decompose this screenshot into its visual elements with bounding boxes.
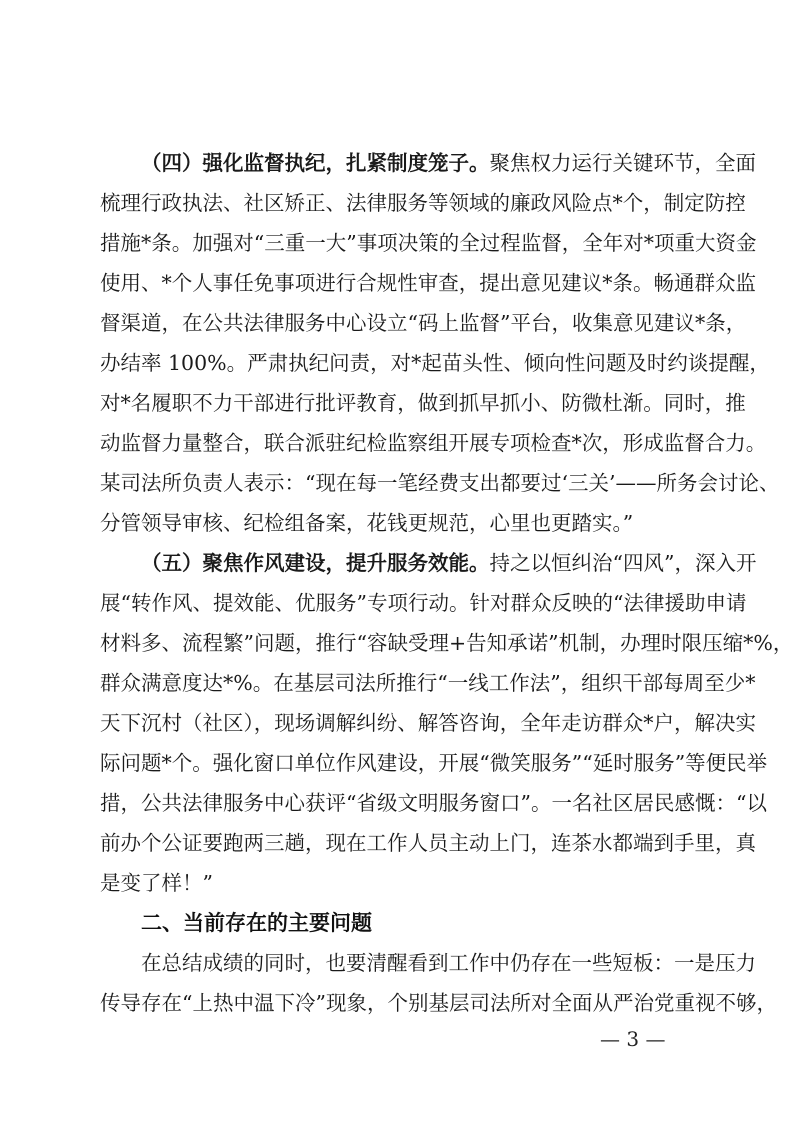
paragraph-line: 办结率 100%。严肃执纪问责，对*起苗头性、倾向性问题及时约谈提醒， [100,351,770,375]
paragraph-line: 展“转作风、提效能、优服务”专项行动。针对群众反映的“法律援助申请 [100,591,747,615]
paragraph-line: 措施*条。加强对“三重一大”事项决策的全过程监督，全年对*项重大资金 [100,231,757,255]
paragraph-line: 梳理行政执法、社区矫正、法律服务等领域的廉政风险点*个，制定防控 [100,191,746,215]
section-four-text: 聚焦权力运行关键环节，全面 [489,151,756,175]
paragraph-line: 使用、*个人事任免事项进行合规性审查，提出意见建议*条。畅通群众监 [100,271,756,295]
paragraph-line: 天下沉村（社区），现场调解纠纷、解答咨询，全年走访群众*户，解决实 [100,711,756,735]
document-body [100,143,793,1023]
section-four-first-line [100,143,756,183]
paragraph-line: 对*名履职不力干部进行批评教育，做到抓早抓小、防微杜渐。同时，推 [100,391,746,415]
paragraph-line: 动监督力量整合，联合派驻纪检监察组开展专项检查*次，形成监督合力。 [100,431,767,455]
paragraph-line: 分管领导审核、纪检组备案，花钱更规范，心里也更踏实。” [100,511,634,535]
paragraph-line: 传导存在“上热中温下冷”现象，个别基层司法所对全面从严治党重视不够， [100,991,777,1015]
paragraph-line: 某司法所负责人表示：“现在每一笔经费支出都要过‘三关’——所务会讨论、 [100,471,780,495]
paragraph-line: 督渠道，在公共法律服务中心设立“码上监督”平台，收集意见建议*条， [100,311,747,335]
paragraph-line: 际问题*个。强化窗口单位作风建设，开展“微笑服务”“延时服务”等便民举 [100,751,768,775]
paragraph-line: 群众满意度达*%。在基层司法所推行“一线工作法”，组织干部每周至少* [100,671,756,695]
section-five-heading: （五）聚焦作风建设，提升服务效能。 [141,551,490,575]
section-four-heading: （四）强化监督执纪，扎紧制度笼子。 [141,151,490,175]
paragraph-line: 材料多、流程繁”问题，推行“容缺受理+告知承诺”机制，办理时限压缩*%， [100,631,793,655]
section-heading-problems: 二、当前存在的主要问题 [141,911,372,935]
section-five-text: 持之以恒纠治“四风”，深入开 [489,551,757,575]
paragraph-line: 是变了样！” [100,871,213,895]
paragraph-line: 措，公共法律服务中心获评“省级文明服务窗口”。一名社区居民感慨：“以 [100,791,767,815]
paragraph-line: 前办个公证要跑两三趟，现在工作人员主动上门，连茶水都端到手里，真 [100,831,756,855]
section-five-first-line [100,543,757,583]
paragraph-line: 在总结成绩的同时，也要清醒看到工作中仍存在一些短板：一是压力 [141,951,756,975]
page-number: — 3 — [600,1027,666,1051]
